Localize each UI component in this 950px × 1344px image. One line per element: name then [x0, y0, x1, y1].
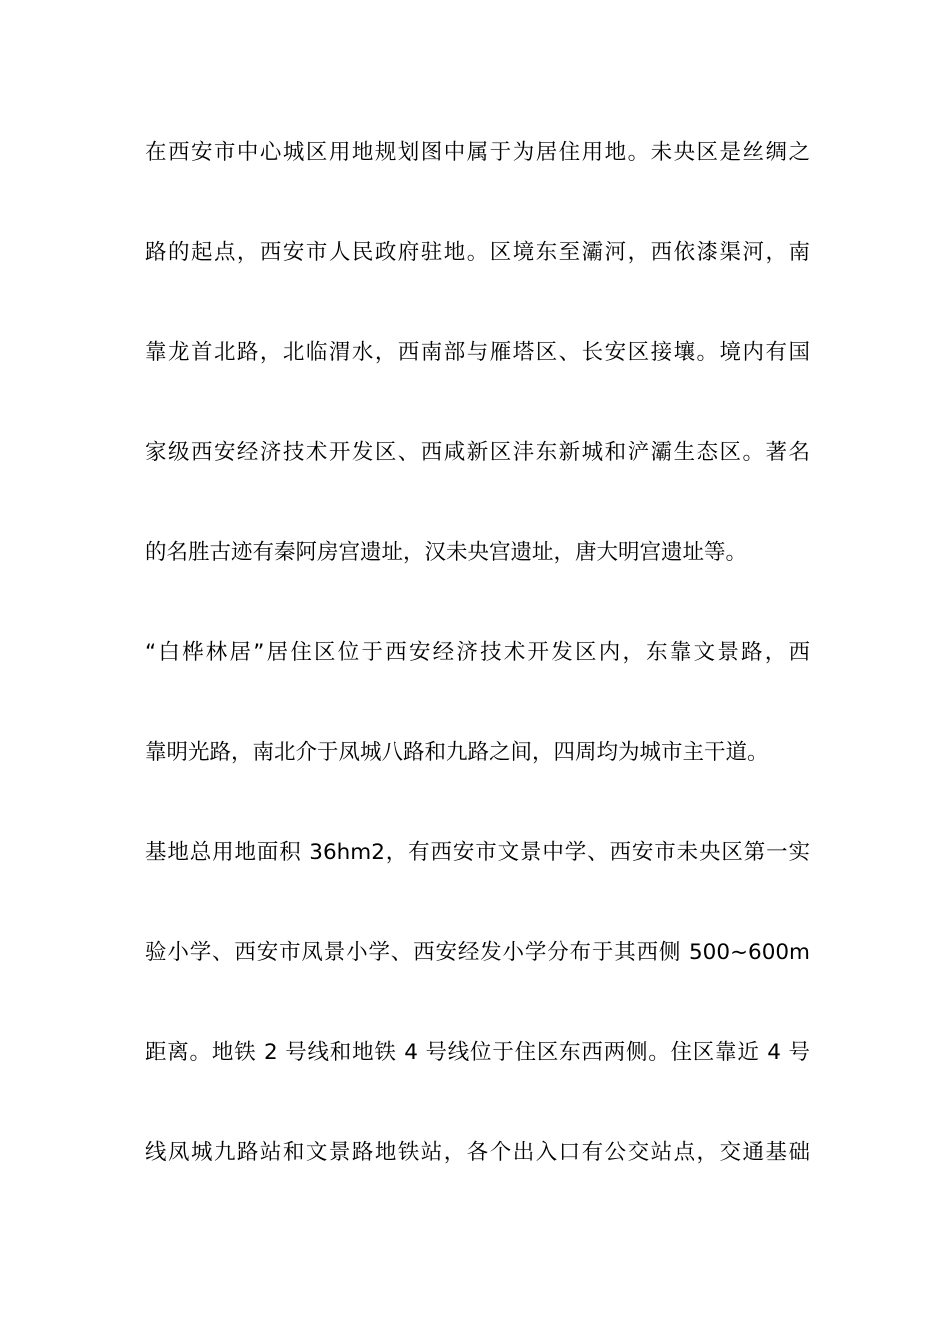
text-line: 在西安市中心城区用地规划图中属于为居住用地。未央区是丝绸之: [145, 140, 810, 165]
body-text: [145, 128, 810, 1228]
text-line: 的名胜古迹有秦阿房宫遗址，汉未央宫遗址，唐大明宫遗址等。: [145, 540, 748, 565]
text-line: 距离。地铁 2 号线和地铁 4 号线位于住区东西两侧。住区靠近 4 号: [145, 1040, 810, 1065]
text-line: 靠明光路，南北介于凤城八路和九路之间，四周均为城市主干道。: [145, 740, 769, 765]
text-line: 路的起点，西安市人民政府驻地。区境东至灞河，西依漆渠河，南: [145, 240, 810, 265]
text-line: 基地总用地面积 36hm2，有西安市文景中学、西安市未央区第一实: [145, 840, 810, 865]
text-line: “白桦林居”居住区位于西安经济技术开发区内，东靠文景路，西: [145, 640, 810, 665]
text-line: 线凤城九路站和文景路地铁站，各个出入口有公交站点，交通基础: [145, 1140, 810, 1165]
text-line: 家级西安经济技术开发区、西咸新区沣东新城和浐灞生态区。著名: [145, 440, 810, 465]
text-line: 验小学、西安市凤景小学、西安经发小学分布于其西侧 500~600m: [145, 940, 810, 965]
text-line: 靠龙首北路，北临渭水，西南部与雁塔区、长安区接壤。境内有国: [145, 340, 810, 365]
